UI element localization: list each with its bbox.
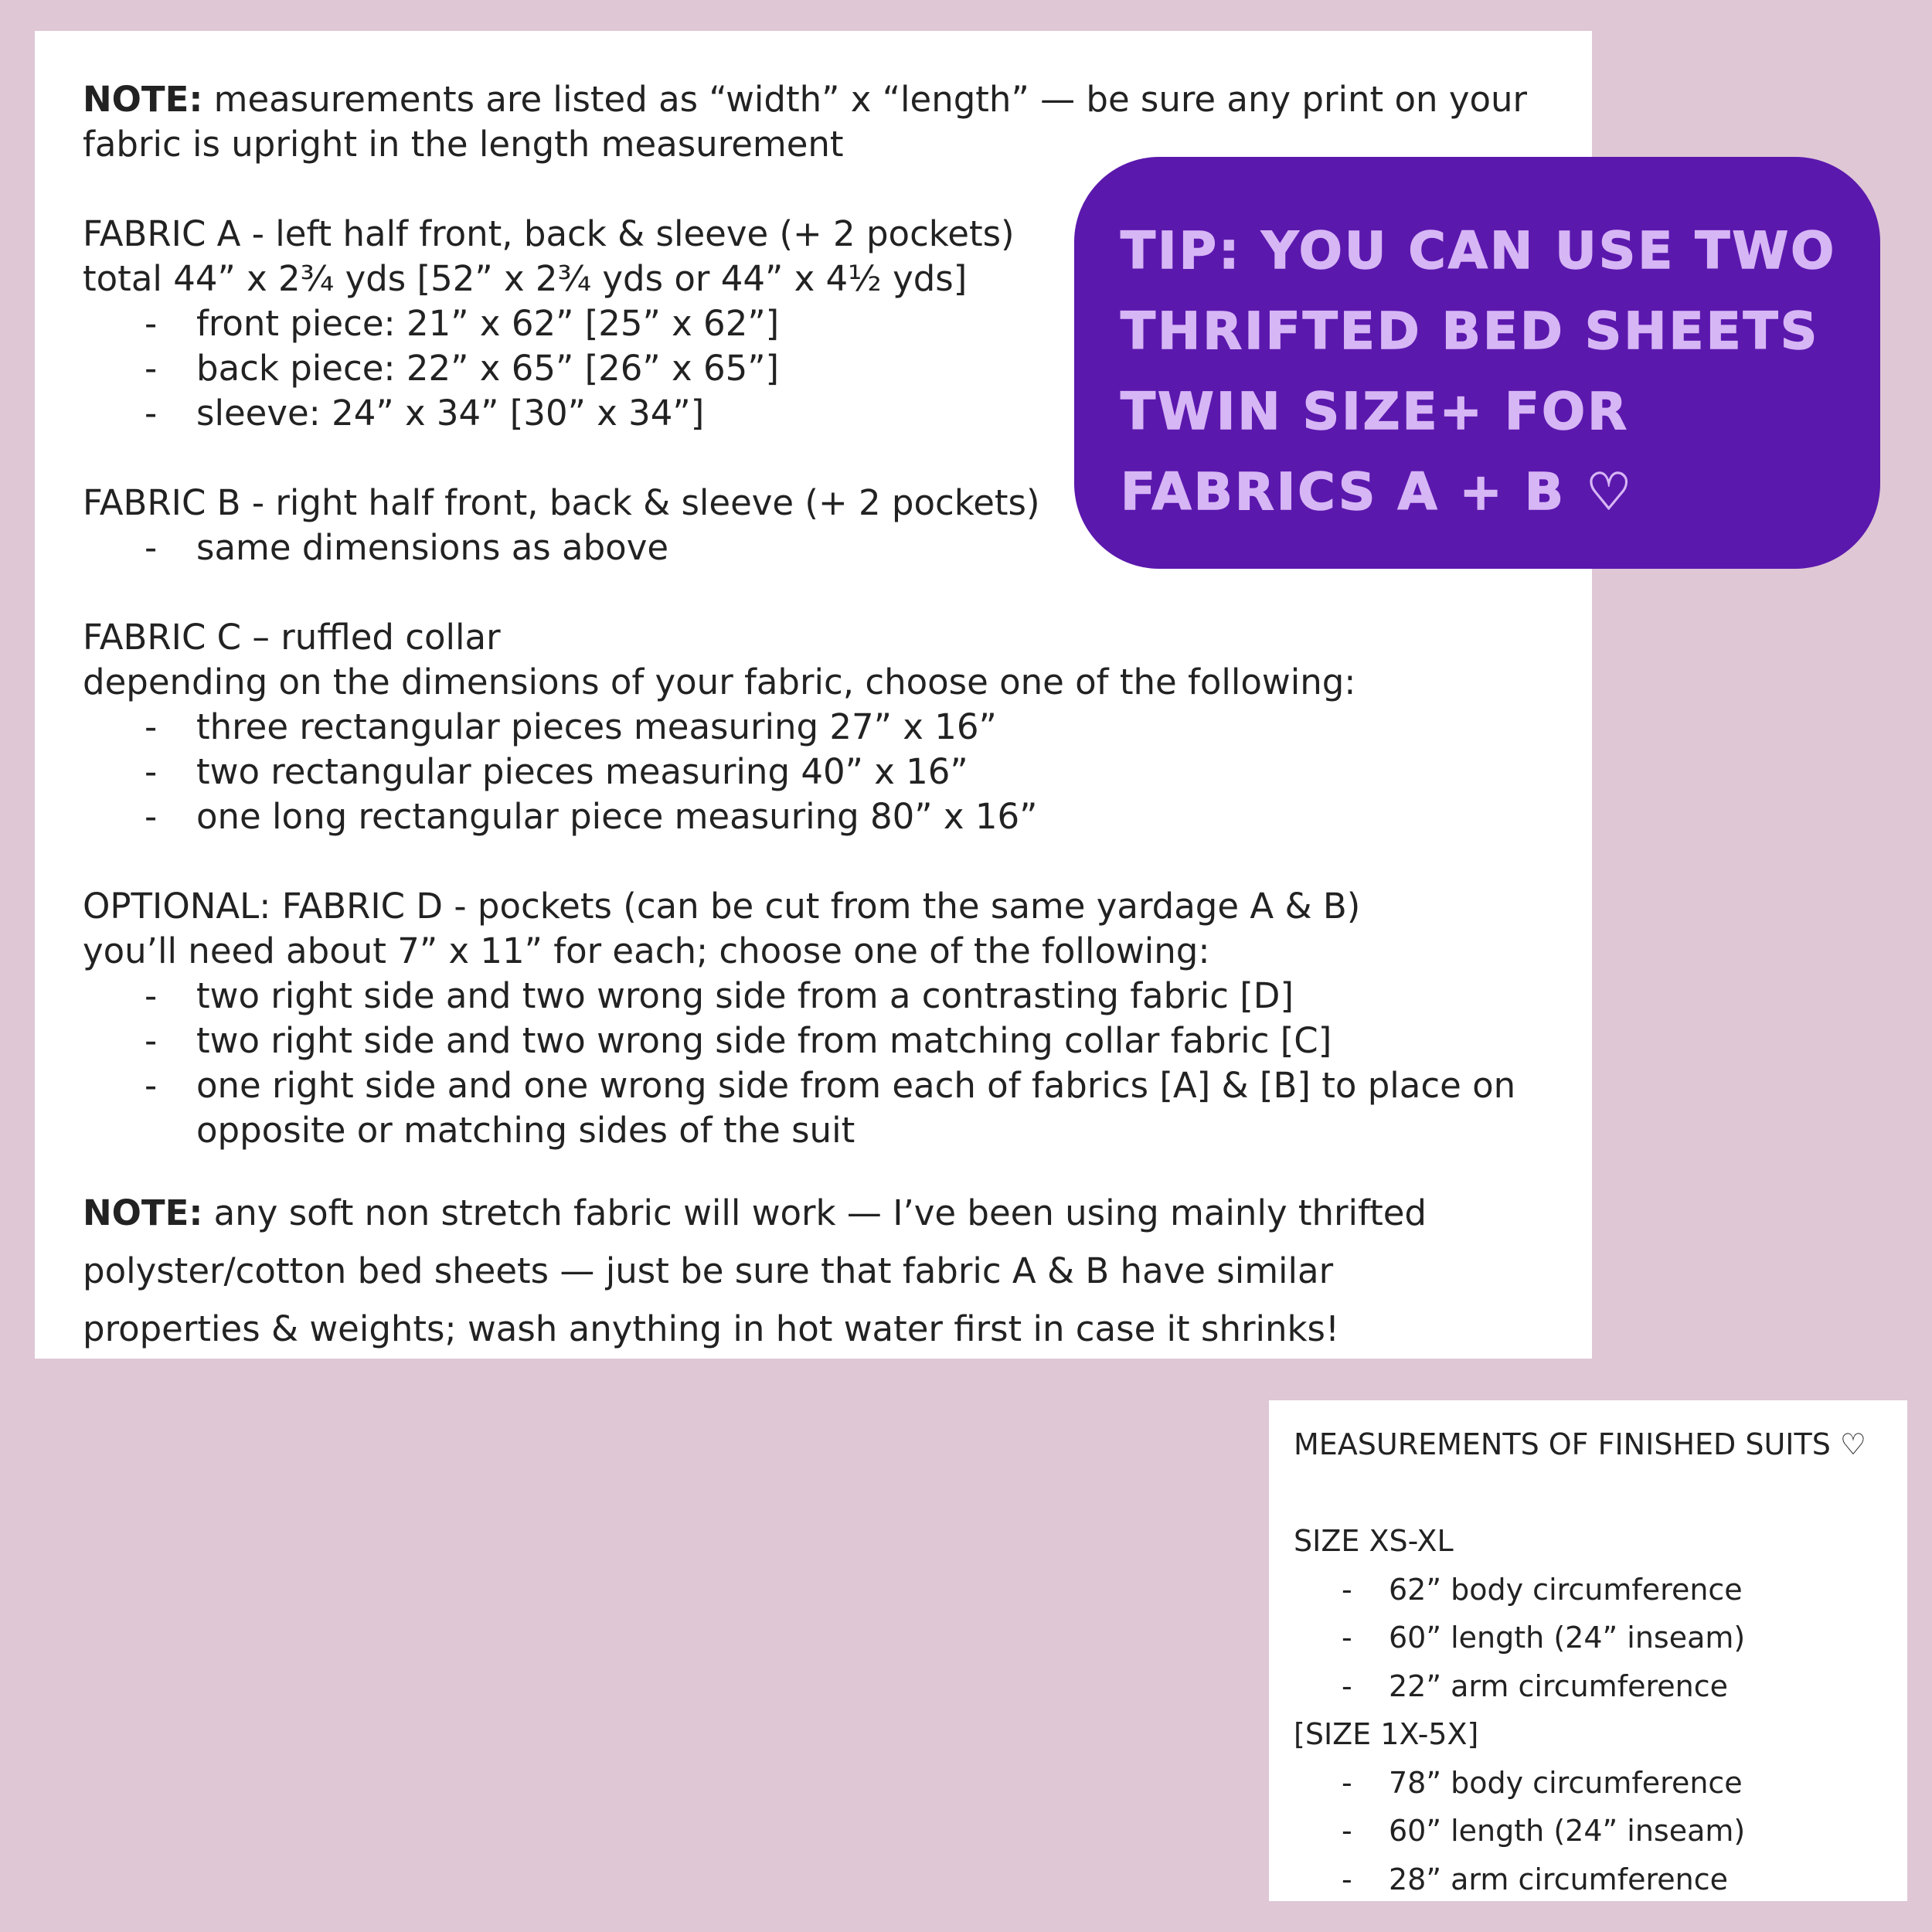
note-fabric-type-line-1: NOTE: any soft non stretch fabric will work — I’ve been using mainly thrifted: [83, 1192, 1427, 1233]
list-item: - 78” body circumference: [1294, 1759, 1907, 1808]
tip-line: TIP: YOU CAN USE TWO: [1121, 221, 1837, 281]
list-dash: -: [145, 303, 158, 344]
list-item: - same dimensions as above: [83, 526, 1544, 570]
list-item: - 22” arm circumference: [1294, 1662, 1907, 1711]
fabric-b-heading: FABRIC B - right half front, back & sleeve (+ 2 pockets): [83, 482, 1040, 523]
list-dash: -: [145, 975, 158, 1016]
list-item: - 60” length (24” inseam): [1294, 1614, 1907, 1662]
fabric-c-intro: depending on the dimensions of your fabric, choose one of the following:: [83, 662, 1356, 702]
tip-line: FABRICS A + B ♡: [1121, 462, 1634, 522]
tip-line: THRIFTED BED SHEETS: [1121, 301, 1820, 361]
fabric-d-list: [83, 974, 1544, 1153]
note-label: NOTE:: [83, 79, 203, 120]
list-dash: -: [1342, 1668, 1352, 1703]
fabric-c-heading: FABRIC C – ruffled collar: [83, 617, 501, 658]
list-dash: -: [1342, 1621, 1352, 1655]
list-item: - two right side and two wrong side from matching collar fabric [C]: [83, 1019, 1544, 1063]
list-dash: -: [145, 527, 158, 568]
list-item: - sleeve: 24” x 34” [30” x 34”]: [83, 391, 1544, 436]
list-item: - 28” arm circumference: [1294, 1855, 1907, 1904]
tip-callout: [1074, 157, 1880, 569]
note-fabric-type-line-2: polyster/cotton bed sheets — just be sure that fabric A & B have similar: [83, 1250, 1334, 1291]
list-item: - two right side and two wrong side from a contrasting fabric [D]: [83, 974, 1544, 1019]
list-dash: -: [145, 348, 158, 389]
fabric-d-heading: OPTIONAL: FABRIC D - pockets (can be cut from the same yardage A & B): [83, 886, 1361, 927]
size-xs-xl-label: SIZE XS-XL: [1294, 1524, 1454, 1558]
note-text-line-2: fabric is upright in the length measurement: [83, 124, 844, 165]
note-fabric-type-line-3: properties & weights; wash anything in hot water first in case it shrinks!: [83, 1308, 1340, 1349]
fabric-a-heading: FABRIC A - left half front, back & sleeve (+ 2 pockets): [83, 213, 1015, 254]
list-dash: -: [145, 1065, 158, 1106]
finished-measurements-card: [1269, 1400, 1907, 1901]
list-item: - back piece: 22” x 65” [26” x 65”]: [83, 346, 1544, 391]
fabric-c-list: [83, 705, 1544, 839]
list-dash: -: [145, 393, 158, 434]
list-item: - two rectangular pieces measuring 40” x 16”: [83, 750, 1544, 794]
list-dash: -: [145, 796, 158, 837]
list-dash: -: [1342, 1765, 1352, 1800]
list-item: - 60” length (24” inseam): [1294, 1807, 1907, 1855]
list-item: - one long rectangular piece measuring 80” x 16”: [83, 794, 1544, 839]
list-item: - three rectangular pieces measuring 27” x 16”: [83, 705, 1544, 750]
list-dash: -: [1342, 1814, 1352, 1848]
note-label: NOTE:: [83, 1192, 203, 1233]
list-dash: -: [1342, 1572, 1352, 1607]
size-1x-5x-label: [SIZE 1X-5X]: [1294, 1717, 1479, 1751]
list-dash: -: [145, 706, 158, 747]
list-item: - one right side and one wrong side from each of fabrics [A] & [B] to place on opposite or matching sides of the suit: [145, 1065, 1516, 1151]
note-text-line-1: measurements are listed as “width” x “length” — be sure any print on your: [202, 79, 1528, 120]
list-dash: -: [145, 1020, 158, 1061]
measurements-title: MEASUREMENTS OF FINISHED SUITS ♡: [1294, 1427, 1866, 1461]
list-item: - 62” body circumference: [1294, 1566, 1907, 1614]
size-xs-xl-list: [1294, 1566, 1907, 1711]
fabric-a-total: total 44” x 2¾ yds [52” x 2¾ yds or 44” x 4½ yds]: [83, 258, 968, 299]
list-dash: -: [145, 751, 158, 792]
list-item: - front piece: 21” x 62” [25” x 62”]: [83, 301, 1544, 346]
size-1x-5x-list: [1294, 1759, 1907, 1904]
tip-line: TWIN SIZE+ FOR: [1121, 382, 1629, 441]
list-dash: -: [1342, 1862, 1352, 1896]
fabric-d-intro: you’ll need about 7” x 11” for each; choose one of the following:: [83, 930, 1210, 971]
note-measurements: [83, 77, 1544, 122]
